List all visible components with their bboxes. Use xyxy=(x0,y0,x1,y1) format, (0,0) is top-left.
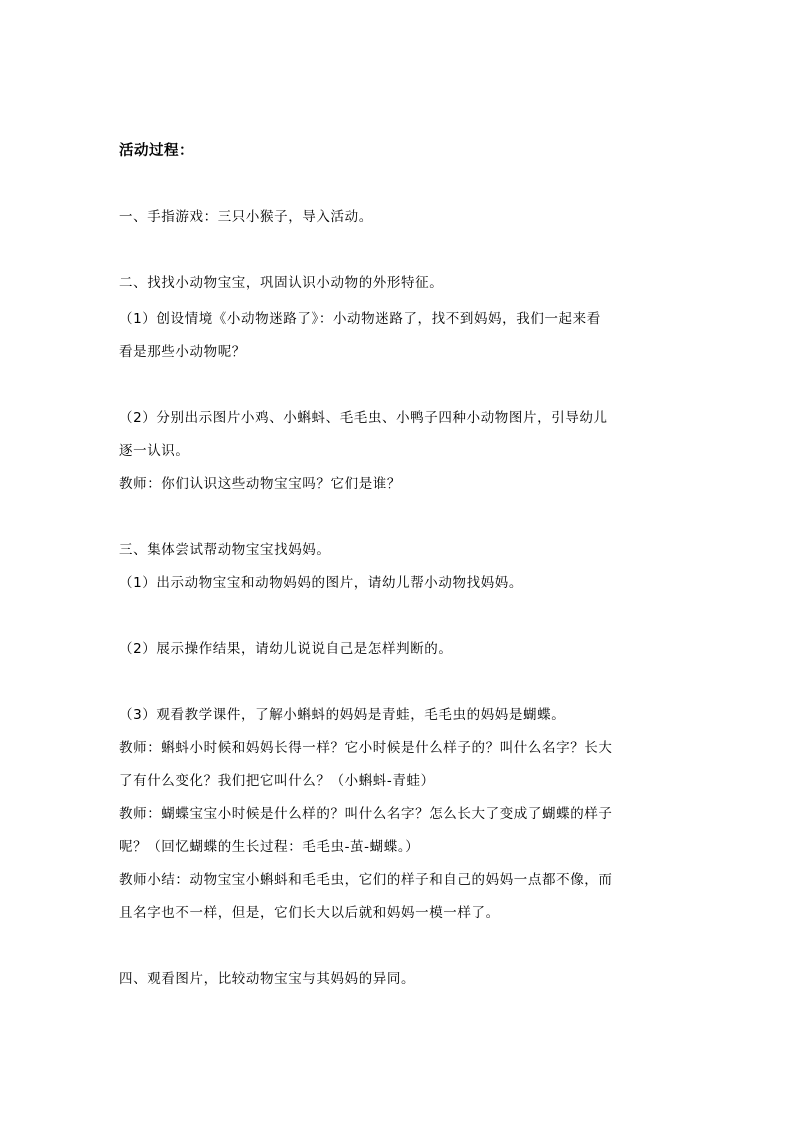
section-two-line: 二、找找小动物宝宝，巩固认识小动物的外形特征。 xyxy=(119,275,444,291)
section-three-step-1-line: （1）出示动物宝宝和动物妈妈的图片，请幼儿帮小动物找妈妈。 xyxy=(119,575,523,591)
section-three-line: 三、集体尝试帮动物宝宝找妈妈。 xyxy=(119,542,331,558)
section-four-line: 四、观看图片，比较动物宝宝与其妈妈的异同。 xyxy=(119,971,416,987)
section-two-step-1-line-1: （1）创设情境《小动物迷路了》：小动物迷路了，找不到妈妈，我们一起来看 xyxy=(119,311,601,327)
section-two-step-2-line-1: （2）分别出示图片小鸡、小蝌蚪、毛毛虫、小鸭子四种小动物图片，引导幼儿 xyxy=(119,410,608,426)
activity-process-heading: 活动过程： xyxy=(119,143,194,159)
section-three-step-3-line: （3）观看教学课件，了解小蝌蚪的妈妈是青蛙，毛毛虫的妈妈是蝴蝶。 xyxy=(119,707,566,723)
teacher-summary-line-1: 教师小结：动物宝宝小蝌蚪和毛毛虫，它们的样子和自己的妈妈一点都不像，而 xyxy=(119,872,613,888)
teacher-question-line: 教师：你们认识这些动物宝宝吗？它们是谁？ xyxy=(119,476,401,492)
teacher-butterfly-line-2: 呢？（回忆蝴蝶的生长过程：毛毛虫-茧-蝴蝶。） xyxy=(119,839,420,855)
section-one-line: 一、手指游戏：三只小猴子，导入活动。 xyxy=(119,209,373,225)
section-two-step-2-line-2: 逐一认识。 xyxy=(119,443,190,459)
section-two-step-1-line-2: 看是那些小动物呢？ xyxy=(119,344,246,360)
teacher-tadpole-line-2: 了有什么变化？我们把它叫什么？（小蝌蚪-青蛙） xyxy=(119,773,435,789)
teacher-summary-line-2: 且名字也不一样，但是，它们长大以后就和妈妈一模一样了。 xyxy=(119,905,500,921)
teacher-tadpole-line-1: 教师：蝌蚪小时候和妈妈长得一样？它小时候是什么样子的？叫什么名字？长大 xyxy=(119,740,613,756)
teacher-butterfly-line-1: 教师：蝴蝶宝宝小时候是什么样的？叫什么名字？怎么长大了变成了蝴蝶的样子 xyxy=(119,806,613,822)
section-three-step-2-line: （2）展示操作结果，请幼儿说说自己是怎样判断的。 xyxy=(119,641,453,657)
